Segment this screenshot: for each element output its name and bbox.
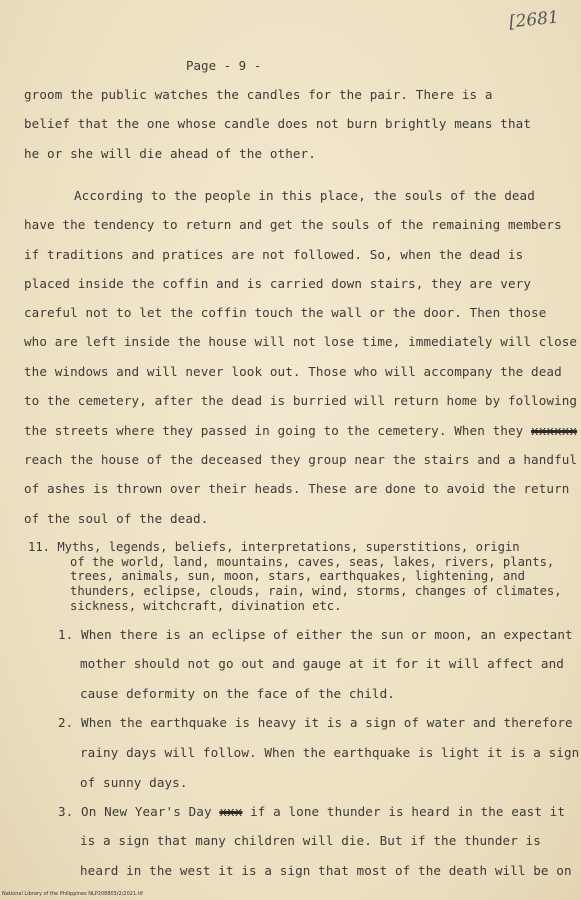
- text-line: he or she will die ahead of the other.: [24, 146, 316, 161]
- text-segment: the streets where they passed in going to the cemetery. When they: [24, 423, 524, 438]
- text-line: placed inside the coffin and is carried down stairs, they are very: [24, 276, 532, 291]
- text-line: heard in the west it is a sign that most of the death will be on: [80, 863, 572, 878]
- text-line: of sunny days.: [80, 775, 188, 790]
- text-line: groom the public watches the candles for the pair. There is a: [24, 87, 493, 102]
- list-item-line: 1. When there is an eclipse of either the sun or moon, an expectant: [58, 627, 573, 642]
- text-line: cause deformity on the face of the child.: [80, 686, 395, 701]
- text-line: [24, 423, 577, 438]
- text-line: the windows and will never look out. Those who will accompany the dead: [24, 364, 562, 379]
- text-segment: 3. On New Year's Day: [58, 804, 212, 819]
- struck-out-text: xxxxxx: [531, 423, 578, 438]
- text-line: if traditions and pratices are not followed. So, when the dead is: [24, 247, 524, 262]
- text-line: who are left inside the house will not lose time, immediately will close: [24, 334, 578, 349]
- text-line: have the tendency to return and get the souls of the remaining members: [24, 217, 562, 232]
- section-heading-line: 11. Myths, legends, beliefs, interpretations, superstitions, origin: [28, 540, 520, 554]
- struck-out-text: xxx: [219, 804, 243, 819]
- text-line: reach the house of the deceased they group near the stairs and a handful: [24, 452, 578, 467]
- text-line: sickness, witchcraft, divination etc.: [70, 599, 342, 613]
- text-line: mother should not go out and gauge at it for it will affect and: [80, 656, 564, 671]
- list-item-line: [58, 804, 565, 819]
- archive-footer: National Library of the Philippines NLP208803/2/2021.tif: [2, 891, 143, 897]
- list-item-line: 2. When the earthquake is heavy it is a sign of water and therefore: [58, 715, 573, 730]
- text-line: trees, animals, sun, moon, stars, earthquakes, lightening, and: [70, 569, 525, 583]
- text-line: of the world, land, mountains, caves, seas, lakes, rivers, plants,: [70, 555, 555, 569]
- text-line: rainy days will follow. When the earthquake is light it is a sign: [80, 745, 580, 760]
- handwritten-reference-number: [2681: [508, 7, 560, 33]
- text-line: According to the people in this place, the souls of the dead: [74, 188, 535, 203]
- text-segment: if a lone thunder is heard in the east it: [250, 804, 566, 819]
- text-line: of ashes is thrown over their heads. These are done to avoid the return: [24, 481, 570, 496]
- text-line: careful not to let the coffin touch the wall or the door. Then those: [24, 305, 547, 320]
- text-line: thunders, eclipse, clouds, rain, wind, storms, changes of climates,: [70, 584, 562, 598]
- text-line: of the soul of the dead.: [24, 511, 209, 526]
- text-line: to the cemetery, after the dead is burried will return home by following: [24, 393, 578, 408]
- page-header: Page - 9 -: [186, 58, 262, 73]
- text-line: belief that the one whose candle does not burn brightly means that: [24, 116, 532, 131]
- text-line: is a sign that many children will die. But if the thunder is: [80, 833, 541, 848]
